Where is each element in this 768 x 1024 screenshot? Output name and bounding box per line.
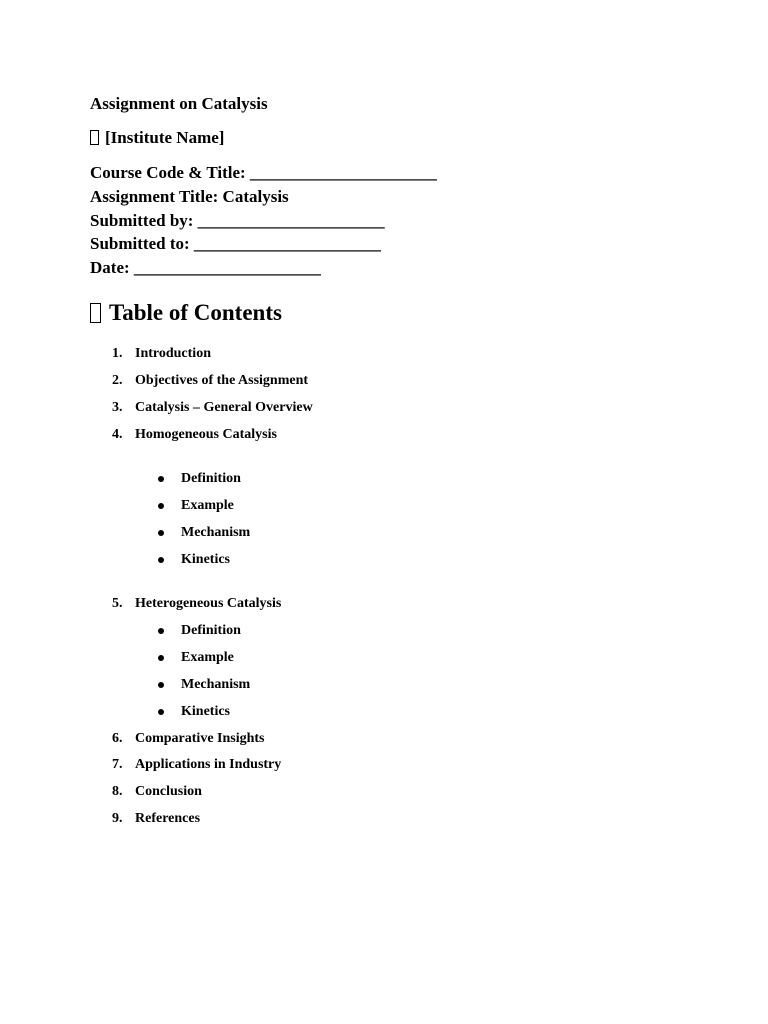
- institute-line: [90, 128, 224, 148]
- submitted-to-field: Submitted to: ______________________: [90, 234, 381, 253]
- bullet-icon: [158, 530, 164, 536]
- date-field: Date: ______________________: [90, 258, 321, 277]
- bullet-icon: [158, 476, 164, 482]
- toc-item-overview: Catalysis – General Overview: [135, 400, 313, 415]
- document-title: Assignment on Catalysis: [90, 94, 268, 113]
- bullet-icon: [158, 709, 164, 715]
- toc-heading-text: Table of Contents: [109, 300, 282, 325]
- toc-item-number: 8.: [112, 784, 123, 799]
- bullet-icon: [158, 628, 164, 634]
- bullet-icon: [158, 655, 164, 661]
- toc-item-number: 6.: [112, 731, 123, 746]
- missing-glyph-icon: [90, 303, 101, 323]
- course-code-field: Course Code & Title: ______________________: [90, 163, 437, 182]
- toc-item-introduction: Introduction: [135, 346, 211, 361]
- toc-subitem: Mechanism: [181, 677, 251, 692]
- toc-item-references: References: [135, 811, 201, 826]
- toc-item-number: 7.: [112, 757, 123, 772]
- toc-item-number: 2.: [112, 373, 123, 388]
- assignment-title-field: Assignment Title: Catalysis: [90, 187, 289, 206]
- toc-subitem: Mechanism: [181, 525, 251, 540]
- toc-item-number: 9.: [112, 811, 123, 826]
- bullet-icon: [158, 557, 164, 563]
- bullet-icon: [158, 503, 164, 509]
- toc-subitem: Example: [181, 498, 234, 513]
- toc-item-number: 1.: [112, 346, 123, 361]
- toc-subitem: Kinetics: [181, 552, 230, 567]
- institute-name: [Institute Name]: [105, 128, 225, 147]
- toc-subitem: Definition: [181, 471, 241, 486]
- toc-item-objectives: Objectives of the Assignment: [135, 373, 309, 388]
- missing-glyph-icon: [90, 130, 99, 145]
- toc-item-number: 3.: [112, 400, 123, 415]
- toc-item-heterogeneous: Heterogeneous Catalysis: [135, 596, 282, 611]
- toc-heading: [90, 299, 282, 327]
- toc-subitem: Definition: [181, 623, 241, 638]
- toc-item-number: 5.: [112, 596, 123, 611]
- toc-item-conclusion: Conclusion: [135, 784, 202, 799]
- submitted-by-field: Submitted by: ______________________: [90, 211, 385, 230]
- toc-item-applications: Applications in Industry: [135, 757, 282, 772]
- toc-item-number: 4.: [112, 427, 123, 442]
- bullet-icon: [158, 682, 164, 688]
- toc-subitem: Kinetics: [181, 704, 230, 719]
- toc-item-comparative: Comparative Insights: [135, 731, 265, 746]
- toc-subitem: Example: [181, 650, 234, 665]
- toc-item-homogeneous: Homogeneous Catalysis: [135, 427, 277, 442]
